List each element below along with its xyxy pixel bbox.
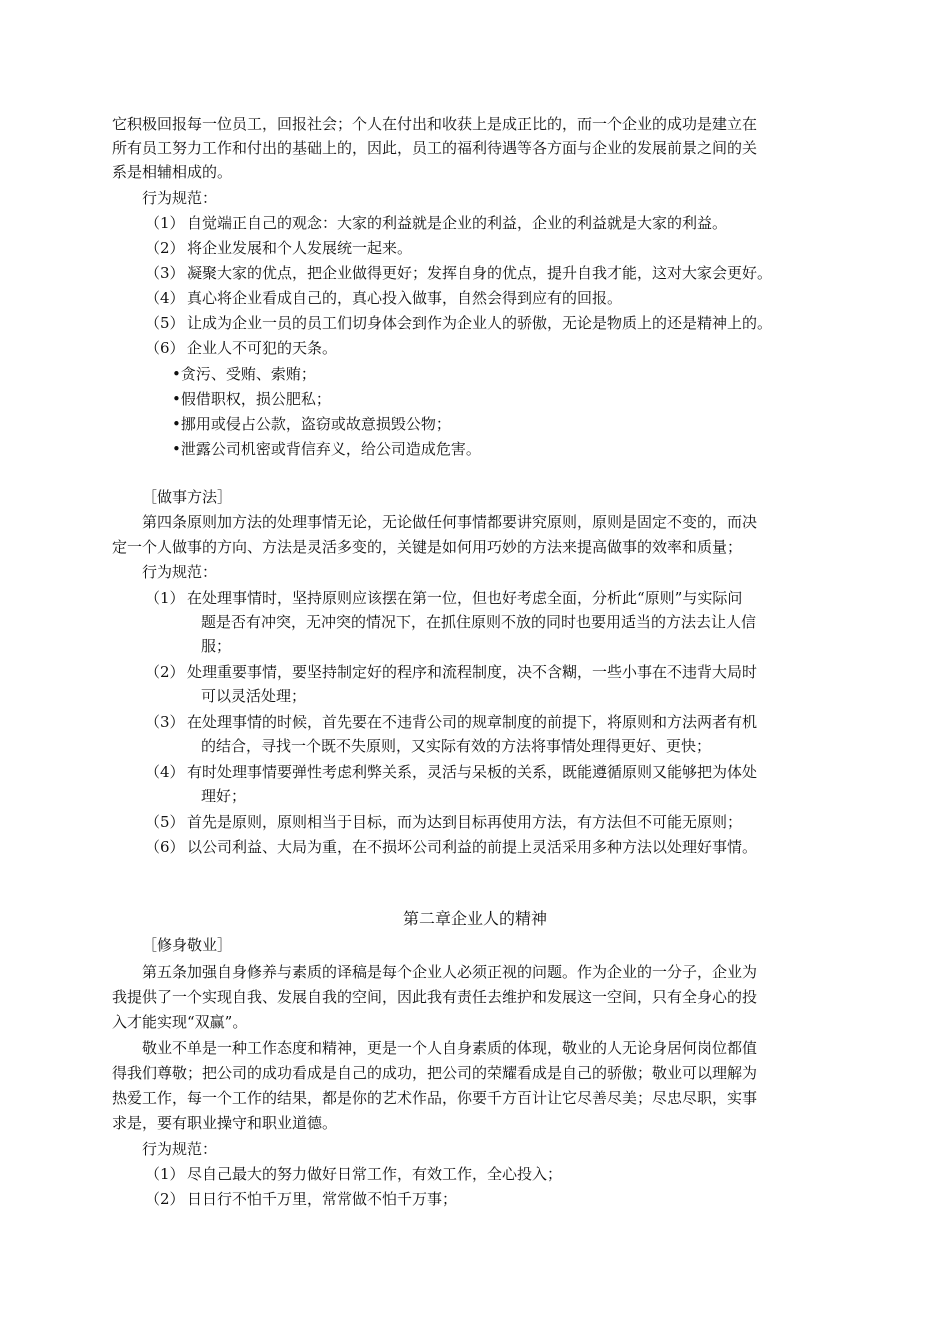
chapter-title: 第二章企业人的精神 (402, 909, 547, 928)
method-item-2 (145, 660, 845, 708)
ch2-para2-line-1: 敬业不单是一种工作态度和精神，更是一个人自身素质的体现，敬业的人无论身居何岗位都值 (142, 1039, 758, 1057)
method-item-line: 题是否有冲突，无冲突的情况下，在抓住原则不放的同时也要用适当的方法去让人信 (201, 613, 757, 631)
ch2-item-number: （2） (145, 1190, 185, 1208)
method-item-3 (145, 710, 845, 758)
norm-item-text: 自觉端正自己的观念：大家的利益就是企业的利益，企业的利益就是大家的利益。 (187, 214, 728, 232)
ch2-para2-line-4: 求是，要有职业操守和职业道德。 (112, 1114, 338, 1132)
methods-para-line-1: 第四条原则加方法的处理事情无论，无论做任何事情都要讲究原则，原则是固定不变的，而决 (142, 513, 758, 531)
method-item-line: 可以灵活处理； (201, 687, 307, 705)
norm-item-text: 凝聚大家的优点，把企业做得更好；发挥自身的优点，提升自我才能，这对大家会更好。 (187, 264, 773, 282)
method-item-line: 理好； (201, 787, 247, 805)
norm-item-number: （3） (145, 264, 185, 282)
norm-item-2 (145, 236, 845, 260)
ch2-item-text: 日日行不怕千万里，常常做不怕千万事； (187, 1190, 458, 1208)
ch2-item-1 (145, 1162, 845, 1186)
norm-item-text: 将企业发展和个人发展统一起来。 (187, 239, 413, 257)
norms-label: 行为规范： (142, 189, 218, 207)
taboo-item-2: •假借职权，损公肥私； (172, 390, 331, 408)
norm-item-6 (145, 336, 845, 360)
norm-item-number: （2） (145, 239, 185, 257)
method-item-line: 首先是原则，原则相当于目标，而为达到目标再使用方法，有方法但不可能无原则； (187, 813, 743, 831)
chapter-subheading: ［修身敬业］ (142, 936, 233, 954)
norm-item-number: （5） (145, 314, 185, 332)
taboo-item-3: •挪用或侵占公款，盗窃或故意损毁公物； (172, 415, 451, 433)
norm-item-number: （4） (145, 289, 185, 307)
norm-item-1 (145, 211, 845, 235)
method-item-1 (145, 586, 845, 658)
taboo-item-4: •泄露公司机密或背信弃义，给公司造成危害。 (172, 440, 481, 458)
ch2-item-2 (145, 1187, 845, 1211)
method-item-number: （1） (145, 589, 185, 607)
intro-line-3: 系是相辅相成的。 (112, 163, 233, 181)
ch2-para2-line-2: 得我们尊敬；把公司的成功看成是自己的成功，把公司的荣耀看成是自己的骄傲；敬业可以理解为 (112, 1064, 758, 1082)
norm-item-5 (145, 311, 845, 335)
method-item-5 (145, 810, 845, 834)
method-item-line: 处理重要事情，要坚持制定好的程序和流程制度，决不含糊，一些小事在不违背大局时 (187, 663, 758, 681)
ch2-para1-line-3: 入才能实现“双赢”。 (112, 1013, 248, 1031)
norm-item-number: （6） (145, 339, 185, 357)
intro-line-1: 它积极回报每一位员工，回报社会；个人在付出和收获上是成正比的，而一个企业的成功是建立在 (112, 115, 758, 133)
method-item-line: 在处理事情的时候，首先要在不违背公司的规章制度的前提下，将原则和方法两者有机 (187, 713, 758, 731)
method-item-line: 以公司利益、大局为重，在不损坏公司利益的前提上灵活采用多种方法以处理好事情。 (187, 838, 758, 856)
ch2-item-number: （1） (145, 1165, 185, 1183)
norm-item-number: （1） (145, 214, 185, 232)
method-item-number: （6） (145, 838, 185, 856)
norm-item-text: 企业人不可犯的天条。 (187, 339, 338, 357)
method-item-number: （3） (145, 713, 185, 731)
methods-norms-label: 行为规范： (142, 563, 218, 581)
norm-item-3 (145, 261, 845, 285)
methods-para-line-2: 定一个人做事的方向、方法是灵活多变的，关键是如何用巧妙的方法来提高做事的效率和质量； (112, 538, 743, 556)
ch2-para2-line-3: 热爱工作，每一个工作的结果，都是你的艺术作品，你要千方百计让它尽善尽美；尽忠尽职，实事 (112, 1089, 758, 1107)
methods-heading: ［做事方法］ (142, 488, 233, 506)
method-item-number: （5） (145, 813, 185, 831)
norm-item-4 (145, 286, 845, 310)
method-item-4 (145, 760, 845, 808)
ch2-item-text: 尽自己最大的努力做好日常工作，有效工作，全心投入； (187, 1165, 563, 1183)
ch2-norms-label: 行为规范： (142, 1140, 218, 1158)
norm-item-text: 真心将企业看成自己的，真心投入做事，自然会得到应有的回报。 (187, 289, 623, 307)
method-item-line: 在处理事情时，坚持原则应该摆在第一位，但也好考虑全面，分析此“原则”与实际问 (187, 589, 743, 607)
norm-item-text: 让成为企业一员的员工们切身体会到作为企业人的骄傲，无论是物质上的还是精神上的。 (187, 314, 773, 332)
taboo-item-1: •贪污、受贿、索贿； (172, 365, 316, 383)
method-item-number: （2） (145, 663, 185, 681)
ch2-para1-line-2: 我提供了一个实现自我、发展自我的空间，因此我有责任去维护和发展这一空间，只有全身心的投 (112, 988, 758, 1006)
method-item-line: 的结合，寻找一个既不失原则，又实际有效的方法将事情处理得更好、更快； (201, 737, 712, 755)
method-item-line: 服； (201, 637, 232, 655)
ch2-para1-line-1: 第五条加强自身修养与素质的译稿是每个企业人必须正视的问题。作为企业的一分子，企业为 (142, 963, 758, 981)
intro-line-2: 所有员工努力工作和付出的基础上的，因此，员工的福利待遇等各方面与企业的发展前景之间的关 (112, 139, 758, 157)
method-item-number: （4） (145, 763, 185, 781)
method-item-line: 有时处理事情要弹性考虑利弊关系，灵活与呆板的关系，既能遵循原则又能够把为体处 (187, 763, 758, 781)
method-item-6 (145, 835, 845, 859)
